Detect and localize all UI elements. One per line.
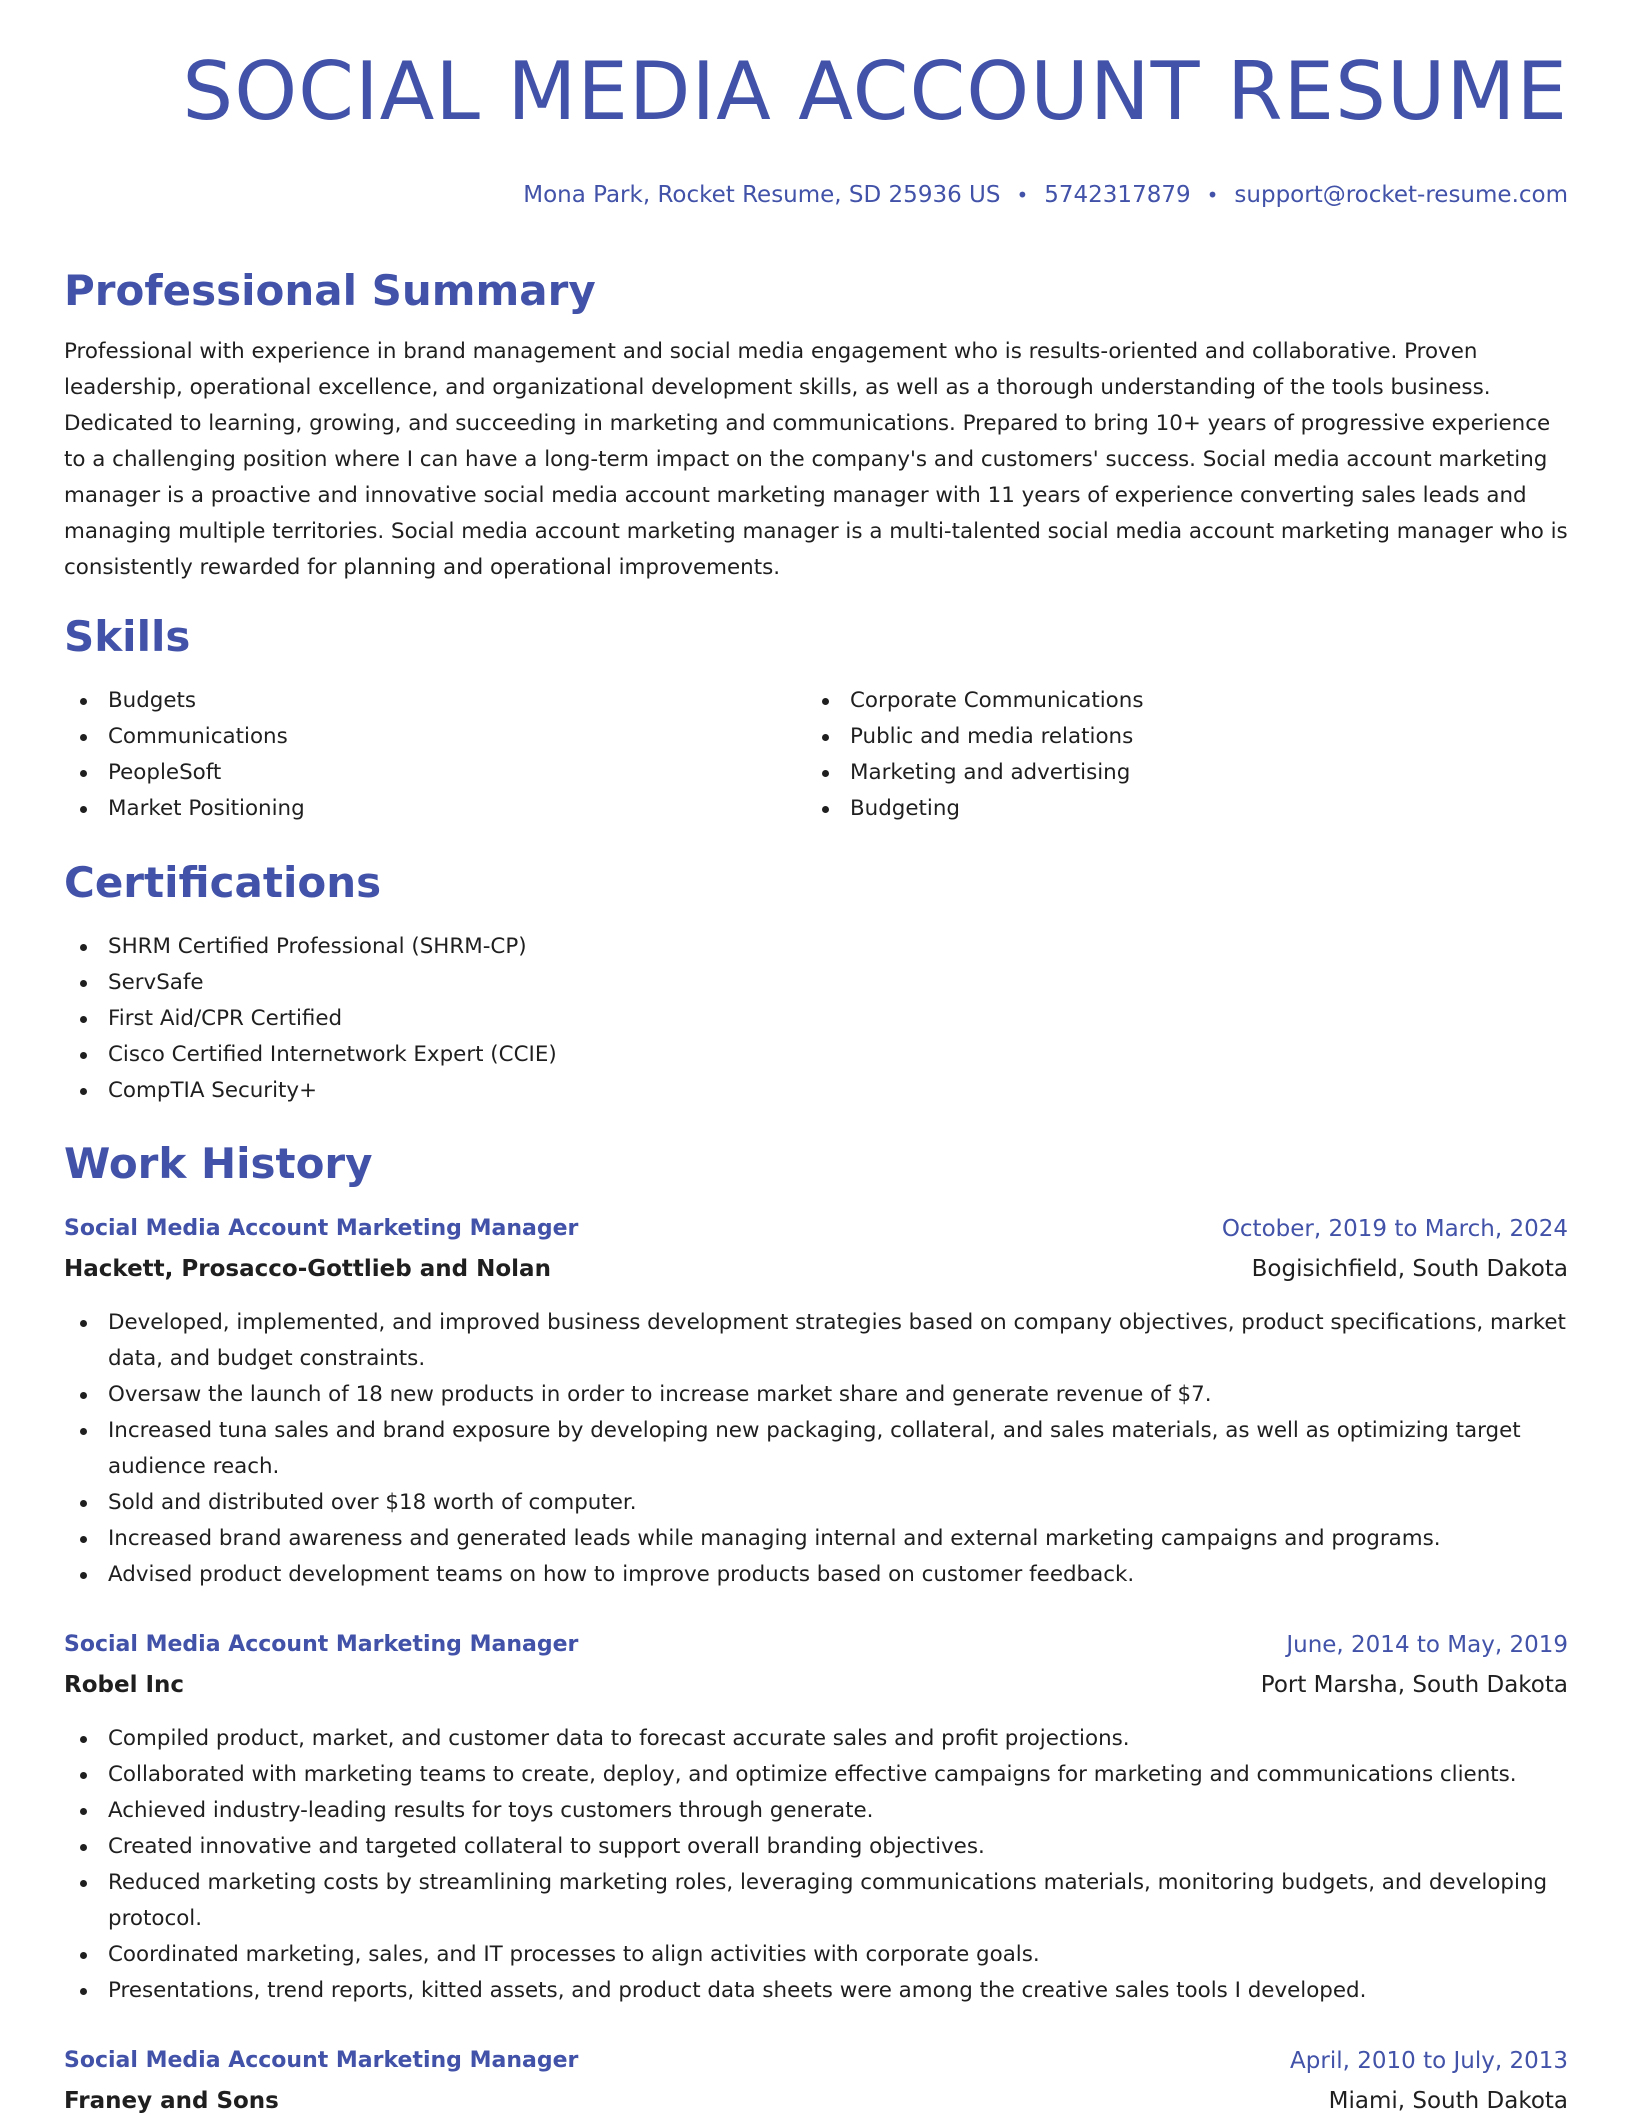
contact-phone[interactable]: 5742317879	[1044, 182, 1191, 208]
certification-item: CompTIA Security+	[64, 1073, 557, 1109]
job-bullet: Collaborated with marketing teams to create, deploy, and optimize effective campaigns for marketing and communications clients.	[64, 1757, 1568, 1793]
job-location: Miami, South Dakota	[1328, 2088, 1568, 2114]
job-company: Franey and Sons	[64, 2088, 279, 2114]
contact-line	[523, 182, 1568, 208]
skills-list-left	[64, 683, 305, 827]
summary-text: Professional with experience in brand management and social media engagement who is results-oriented and collaborative. Proven leadership, operational excellence, and organizational development skills, as well as a thorough understanding of the tools business. Dedicated to learning, growing, and succeeding in marketing and communications. Prepared to bring 10+ years of progressive experience to a challenging position where I can have a long-term impact on the company's and customers' success. Social media account marketing manager is a proactive and innovative social media account marketing manager with 11 years of experience converting sales leads and managing multiple territories. Social media account marketing manager is a multi-talented social media account marketing manager who is consistently rewarded for planning and operational improvements.	[64, 339, 1568, 580]
contact-address: Mona Park, Rocket Resume, SD 25936 US	[523, 182, 1001, 208]
certification-item: Cisco Certified Internetwork Expert (CCIE)	[64, 1037, 557, 1073]
job-bullet: Achieved industry-leading results for toys customers through generate.	[64, 1793, 1568, 1829]
certification-item: ServSafe	[64, 965, 557, 1001]
job-dates: June, 2014 to May, 2019	[1286, 1632, 1568, 1658]
certification-item: SHRM Certified Professional (SHRM-CP)	[64, 929, 557, 965]
contact-email[interactable]: support@rocket-resume.com	[1234, 182, 1568, 208]
job-bullet: Coordinated marketing, sales, and IT processes to align activities with corporate goals.	[64, 1937, 1568, 1973]
skill-item: Public and media relations	[806, 719, 1143, 755]
summary-heading: Professional Summary	[64, 266, 596, 315]
job-dates: April, 2010 to July, 2013	[1290, 2048, 1568, 2074]
job-bullets	[64, 1721, 1568, 2009]
job-bullet: Sold and distributed over $18 worth of computer.	[64, 1485, 1568, 1521]
job-company: Robel Inc	[64, 1672, 185, 1698]
skill-item: Marketing and advertising	[806, 755, 1143, 791]
certification-item: First Aid/CPR Certified	[64, 1001, 557, 1037]
skill-item: Budgeting	[806, 791, 1143, 827]
skill-item: Communications	[64, 719, 305, 755]
job-bullet: Advised product development teams on how to improve products based on customer feedback.	[64, 1557, 1568, 1593]
job-bullet: Reduced marketing costs by streamlining marketing roles, leveraging communications materials, monitoring budgets, and developing protocol.	[64, 1865, 1568, 1937]
resume-title: SOCIAL MEDIA ACCOUNT RESUME	[182, 45, 1568, 138]
job-title: Social Media Account Marketing Manager	[64, 2048, 579, 2073]
skills-heading: Skills	[64, 612, 191, 661]
job-bullet: Increased tuna sales and brand exposure by developing new packaging, collateral, and sales materials, as well as optimizing target audience reach.	[64, 1413, 1568, 1485]
job-bullets	[64, 1305, 1568, 1593]
contact-separator: •	[1016, 183, 1029, 207]
job-bullet: Created innovative and targeted collateral to support overall branding objectives.	[64, 1829, 1568, 1865]
skills-list-right	[806, 683, 1143, 827]
job-location: Port Marsha, South Dakota	[1260, 1672, 1568, 1698]
contact-separator: •	[1206, 183, 1219, 207]
job-bullet: Compiled product, market, and customer data to forecast accurate sales and profit projections.	[64, 1721, 1568, 1757]
certifications-heading: Certifications	[64, 858, 382, 907]
job-bullet: Developed, implemented, and improved business development strategies based on company objectives, product specifications, market data, and budget constraints.	[64, 1305, 1568, 1377]
skill-item: Market Positioning	[64, 791, 305, 827]
job-location: Bogisichfield, South Dakota	[1251, 1256, 1568, 1282]
job-title: Social Media Account Marketing Manager	[64, 1216, 579, 1241]
certifications-list	[64, 929, 557, 1109]
job-bullet: Increased brand awareness and generated leads while managing internal and external marketing campaigns and programs.	[64, 1521, 1568, 1557]
skill-item: Budgets	[64, 683, 305, 719]
job-bullet: Presentations, trend reports, kitted assets, and product data sheets were among the creative sales tools I developed.	[64, 1973, 1568, 2009]
job-dates: October, 2019 to March, 2024	[1221, 1216, 1568, 1242]
skill-item: Corporate Communications	[806, 683, 1143, 719]
skill-item: PeopleSoft	[64, 755, 305, 791]
job-title: Social Media Account Marketing Manager	[64, 1632, 579, 1657]
job-company: Hackett, Prosacco-Gottlieb and Nolan	[64, 1256, 551, 1282]
work-history-heading: Work History	[64, 1139, 373, 1188]
job-bullet: Oversaw the launch of 18 new products in order to increase market share and generate revenue of $7.	[64, 1377, 1568, 1413]
